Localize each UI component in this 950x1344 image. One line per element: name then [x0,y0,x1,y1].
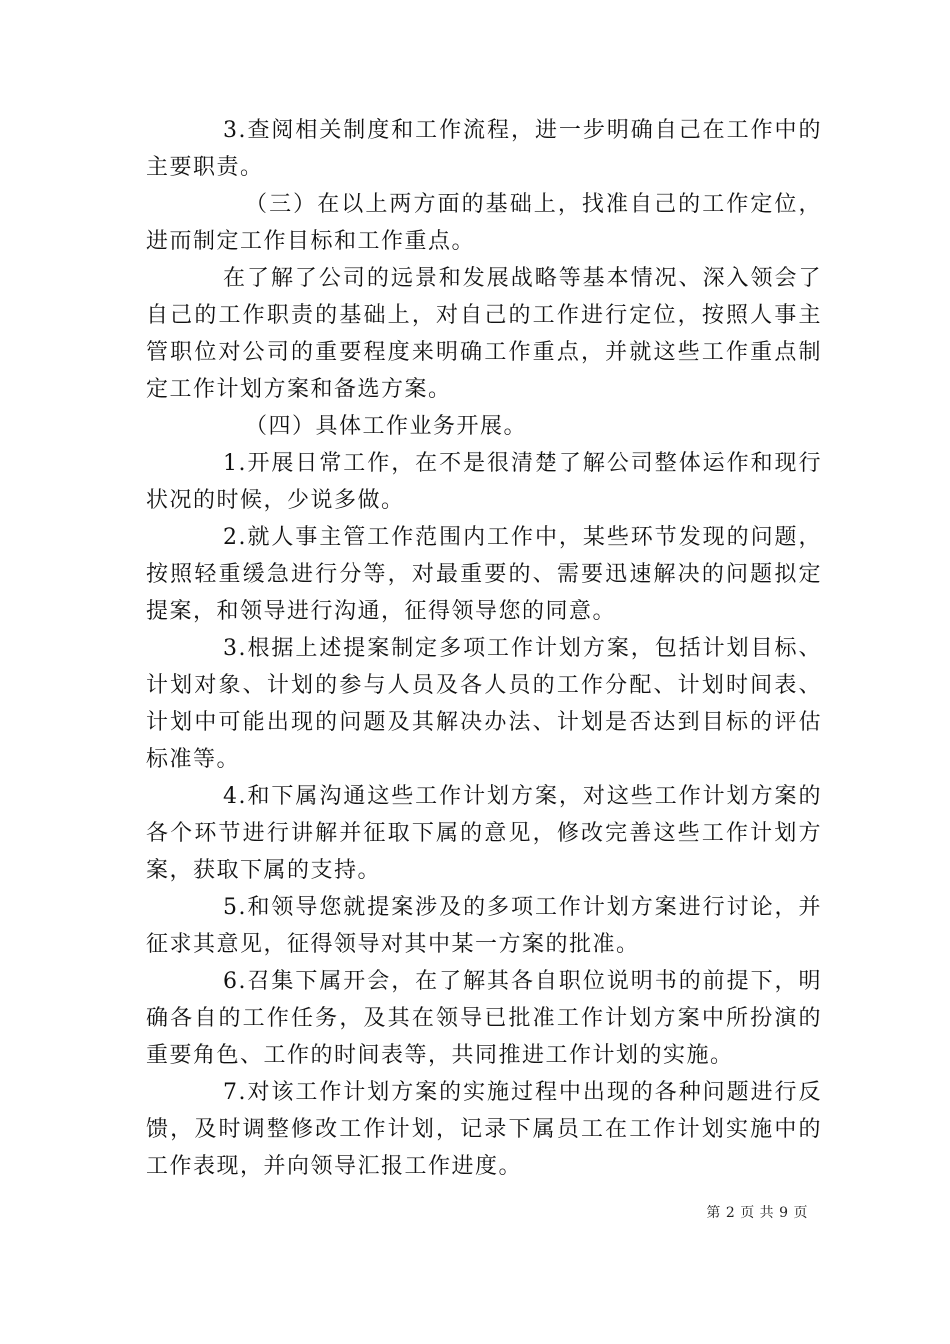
list-item-1: 1.开展日常工作，在不是很清楚了解公司整体运作和现行状况的时候，少说多做。 [146,451,822,513]
list-item-7: 7.对该工作计划方案的实施过程中出现的各种问题进行反馈，及时调整修改工作计划，记录下属员工在工作计划实施中的工作表现，并向领导汇报工作进度。 [146,1080,822,1179]
list-item-2: 2.就人事主管工作范围内工作中，某些环节发现的问题，按照轻重缓急进行分等，对最重要的、需要迅速解决的问题拟定提案，和领导进行沟通，征得领导您的同意。 [146,525,822,624]
page-number: 第 2 页 共 9 页 [706,1205,808,1221]
list-item-3: 3.根据上述提案制定多项工作计划方案，包括计划目标、计划对象、计划的参与人员及各人员的工作分配、计划时间表、计划中可能出现的问题及其解决办法、计划是否达到目标的评估标准等。 [146,636,822,772]
list-item-6: 6.召集下属开会，在了解其各自职位说明书的前提下，明确各自的工作任务，及其在领导已批准工作计划方案中所扮演的重要角色、工作的时间表等，共同推进工作计划的实施。 [146,969,822,1068]
paragraph-body: 在了解了公司的远景和发展战略等基本情况、深入领会了自己的工作职责的基础上，对自己的工作进行定位，按照人事主管职位对公司的重要程度来明确工作重点，并就这些工作重点制定工作计划方案和备选方案。 [146,266,822,402]
list-item-4: 4.和下属沟通这些工作计划方案，对这些工作计划方案的各个环节进行讲解并征取下属的意见，修改完善这些工作计划方案，获取下属的支持。 [146,784,822,883]
section-heading-3: （三）在以上两方面的基础上，找准自己的工作定位，进而制定工作目标和工作重点。 [146,192,822,254]
document-body [0,112,950,1185]
paragraph-item-3: 3.查阅相关制度和工作流程，进一步明确自己在工作中的主要职责。 [146,118,822,180]
section-heading-4: （四）具体工作业务开展。 [245,414,528,439]
list-item-5: 5.和领导您就提案涉及的多项工作计划方案进行讨论，并征求其意见，征得领导对其中某一方案的批准。 [146,895,822,957]
